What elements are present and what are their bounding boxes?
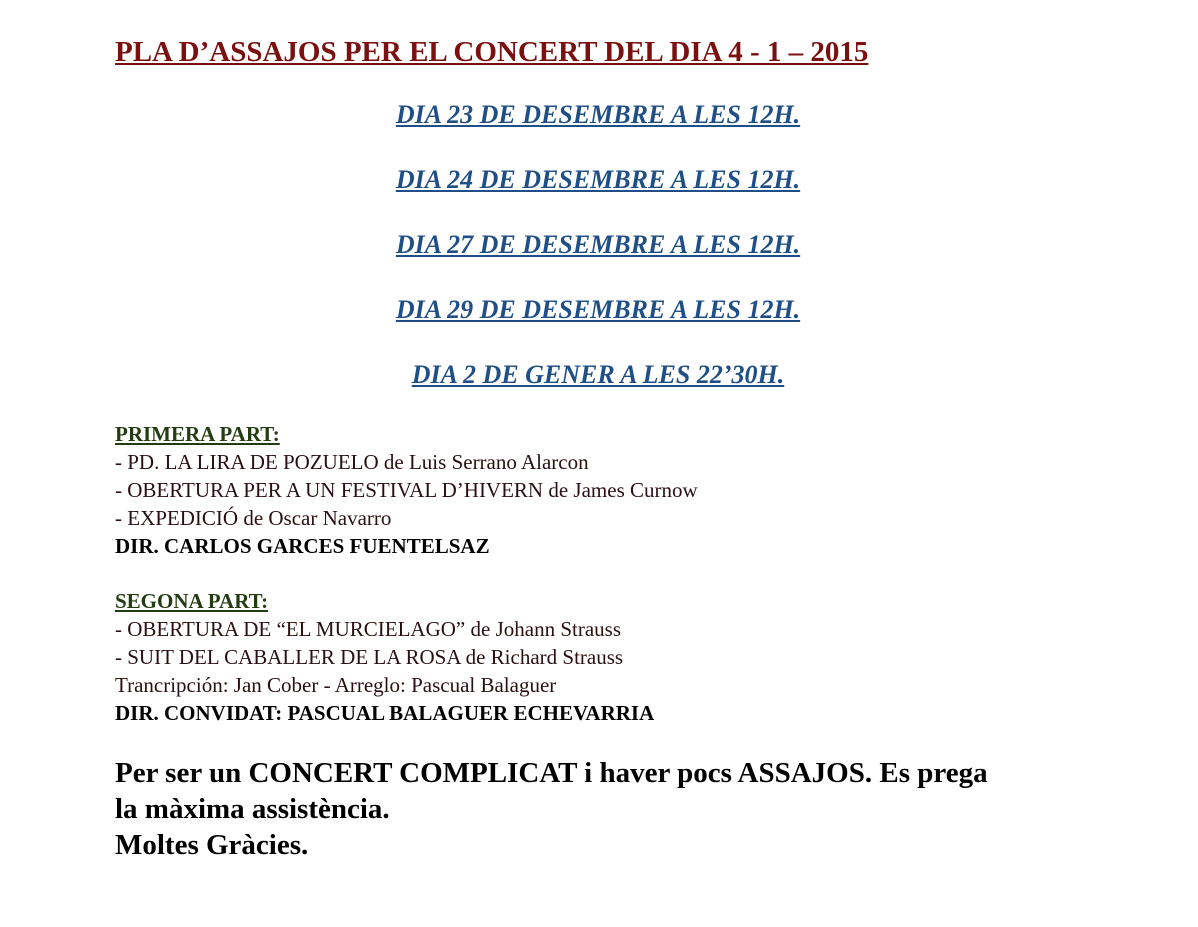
part-two-director: DIR. CONVIDAT: PASCUAL BALAGUER ECHEVARRIA (115, 701, 655, 725)
rehearsal-date-text: DIA 23 DE DESEMBRE A LES 12H. (395, 100, 801, 129)
program-part-two (115, 587, 654, 727)
rehearsal-date (0, 357, 1196, 422)
program-item: - OBERTURA DE “EL MURCIELAGO” de Johann Strauss (115, 617, 621, 641)
rehearsal-date-list (0, 97, 1196, 422)
closing-line: la màxima assistència. (115, 793, 390, 825)
program-item: Trancripción: Jan Cober - Arreglo: Pascual Balaguer (115, 673, 557, 697)
rehearsal-date (0, 162, 1196, 227)
rehearsal-date-text: DIA 29 DE DESEMBRE A LES 12H. (395, 295, 801, 324)
rehearsal-date-text: DIA 24 DE DESEMBRE A LES 12H. (395, 165, 801, 194)
closing-note (115, 755, 1115, 863)
closing-thanks: Moltes Gràcies. (115, 829, 309, 861)
program-item: - OBERTURA PER A UN FESTIVAL D’HIVERN de James Curnow (115, 478, 698, 502)
rehearsal-date (0, 227, 1196, 292)
part-one-heading: PRIMERA PART: (115, 422, 280, 446)
page-title: PLA D’ASSAJOS PER EL CONCERT DEL DIA 4 - 1 – 2015 (115, 36, 869, 68)
program-item: - SUIT DEL CABALLER DE LA ROSA de Richard Strauss (115, 645, 624, 669)
rehearsal-date (0, 292, 1196, 357)
program-item: - PD. LA LIRA DE POZUELO de Luis Serrano Alarcon (115, 450, 589, 474)
part-one-director: DIR. CARLOS GARCES FUENTELSAZ (115, 534, 490, 558)
program-part-one (115, 420, 698, 560)
rehearsal-date (0, 97, 1196, 162)
rehearsal-date-text: DIA 27 DE DESEMBRE A LES 12H. (395, 230, 801, 259)
closing-line: Per ser un CONCERT COMPLICAT i haver pocs ASSAJOS. Es prega (115, 757, 988, 789)
part-two-heading: SEGONA PART: (115, 589, 269, 613)
program-item: - EXPEDICIÓ de Oscar Navarro (115, 506, 392, 530)
rehearsal-date-text: DIA 2 DE GENER A LES 22’30H. (411, 360, 785, 389)
